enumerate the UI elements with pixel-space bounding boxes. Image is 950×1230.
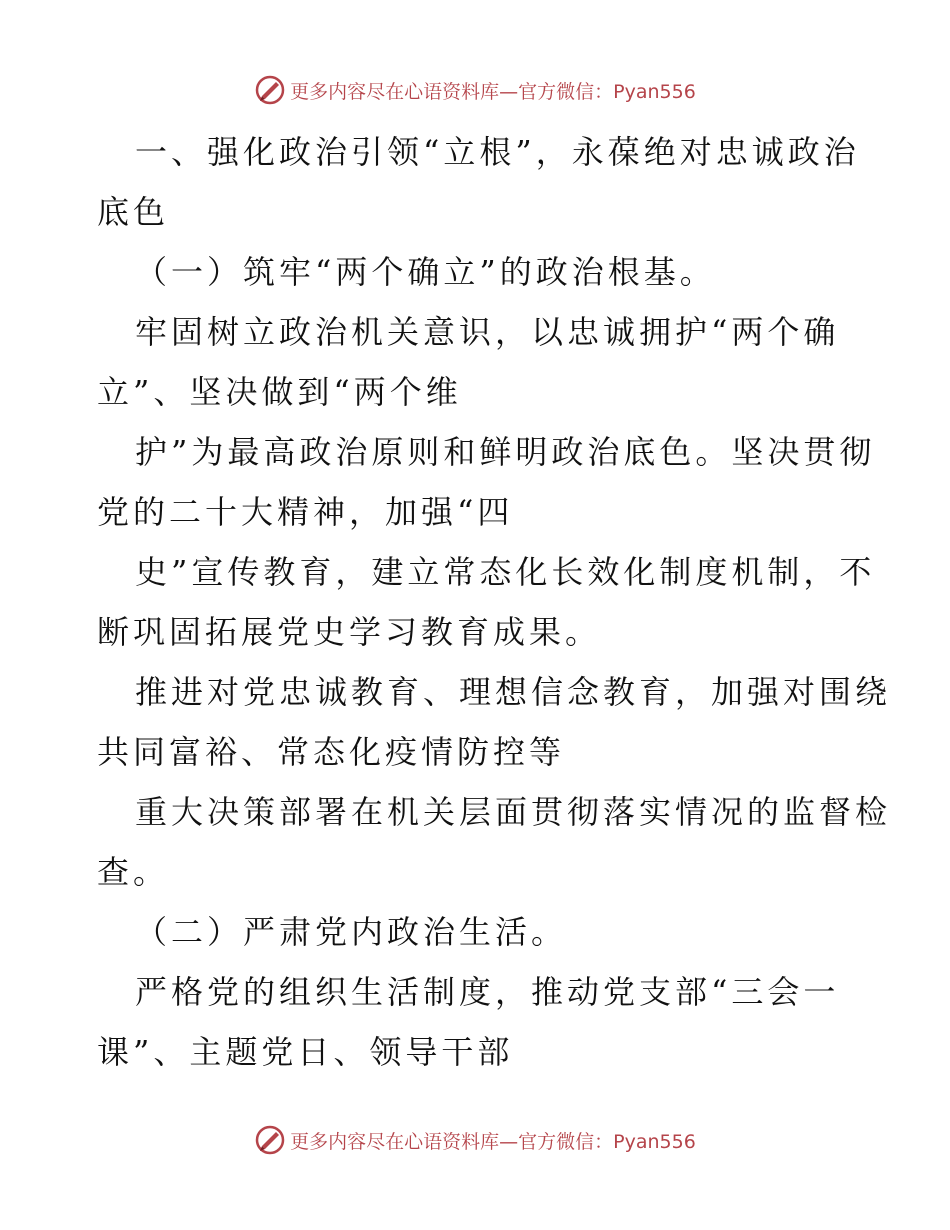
- paragraph-line: 护”为最高政治原则和鲜明政治底色。坚决贯彻: [135, 433, 876, 471]
- paragraph-line: 党的二十大精神，加强“四: [97, 493, 514, 531]
- paragraph-line: 严格党的组织生活制度，推动党支部“三会一: [135, 973, 840, 1011]
- paragraph-line: 共同富裕、常态化疫情防控等: [97, 733, 566, 771]
- paragraph-line: 牢固树立政治机关意识，以忠诚拥护“两个确: [135, 313, 840, 351]
- watermark-text: 更多内容尽在心语资料库—官方微信：Pyan556: [290, 80, 696, 103]
- pen-logo-icon: [254, 1124, 286, 1156]
- heading-1: 一、强化政治引领“立根”，永葆绝对忠诚政治: [135, 133, 860, 171]
- paragraph-line: 重大决策部署在机关层面贯彻落实情况的监督检: [135, 793, 892, 831]
- paragraph-line: 断巩固拓展党史学习教育成果。: [97, 613, 602, 651]
- paragraph-line: 史”宣传教育，建立常态化长效化制度机制，不: [135, 553, 876, 591]
- watermark-text: 更多内容尽在心语资料库—官方微信：Pyan556: [290, 1130, 696, 1153]
- paragraph-line: 查。: [97, 853, 170, 891]
- watermark-banner-bottom: [0, 1120, 950, 1160]
- paragraph-line: 推进对党忠诚教育、理想信念教育，加强对围绕: [135, 673, 892, 711]
- document-body: [97, 122, 892, 1082]
- paragraph-line: 立”、坚决做到“两个维: [97, 373, 462, 411]
- subheading-1: （一）筑牢“两个确立”的政治根基。: [135, 253, 716, 291]
- heading-1-cont: 底色: [97, 193, 170, 231]
- pen-logo-icon: [254, 74, 286, 106]
- subheading-2: （二）严肃党内政治生活。: [135, 913, 568, 951]
- paragraph-line: 课”、主题党日、领导干部: [97, 1033, 514, 1071]
- watermark-banner-top: [0, 70, 950, 110]
